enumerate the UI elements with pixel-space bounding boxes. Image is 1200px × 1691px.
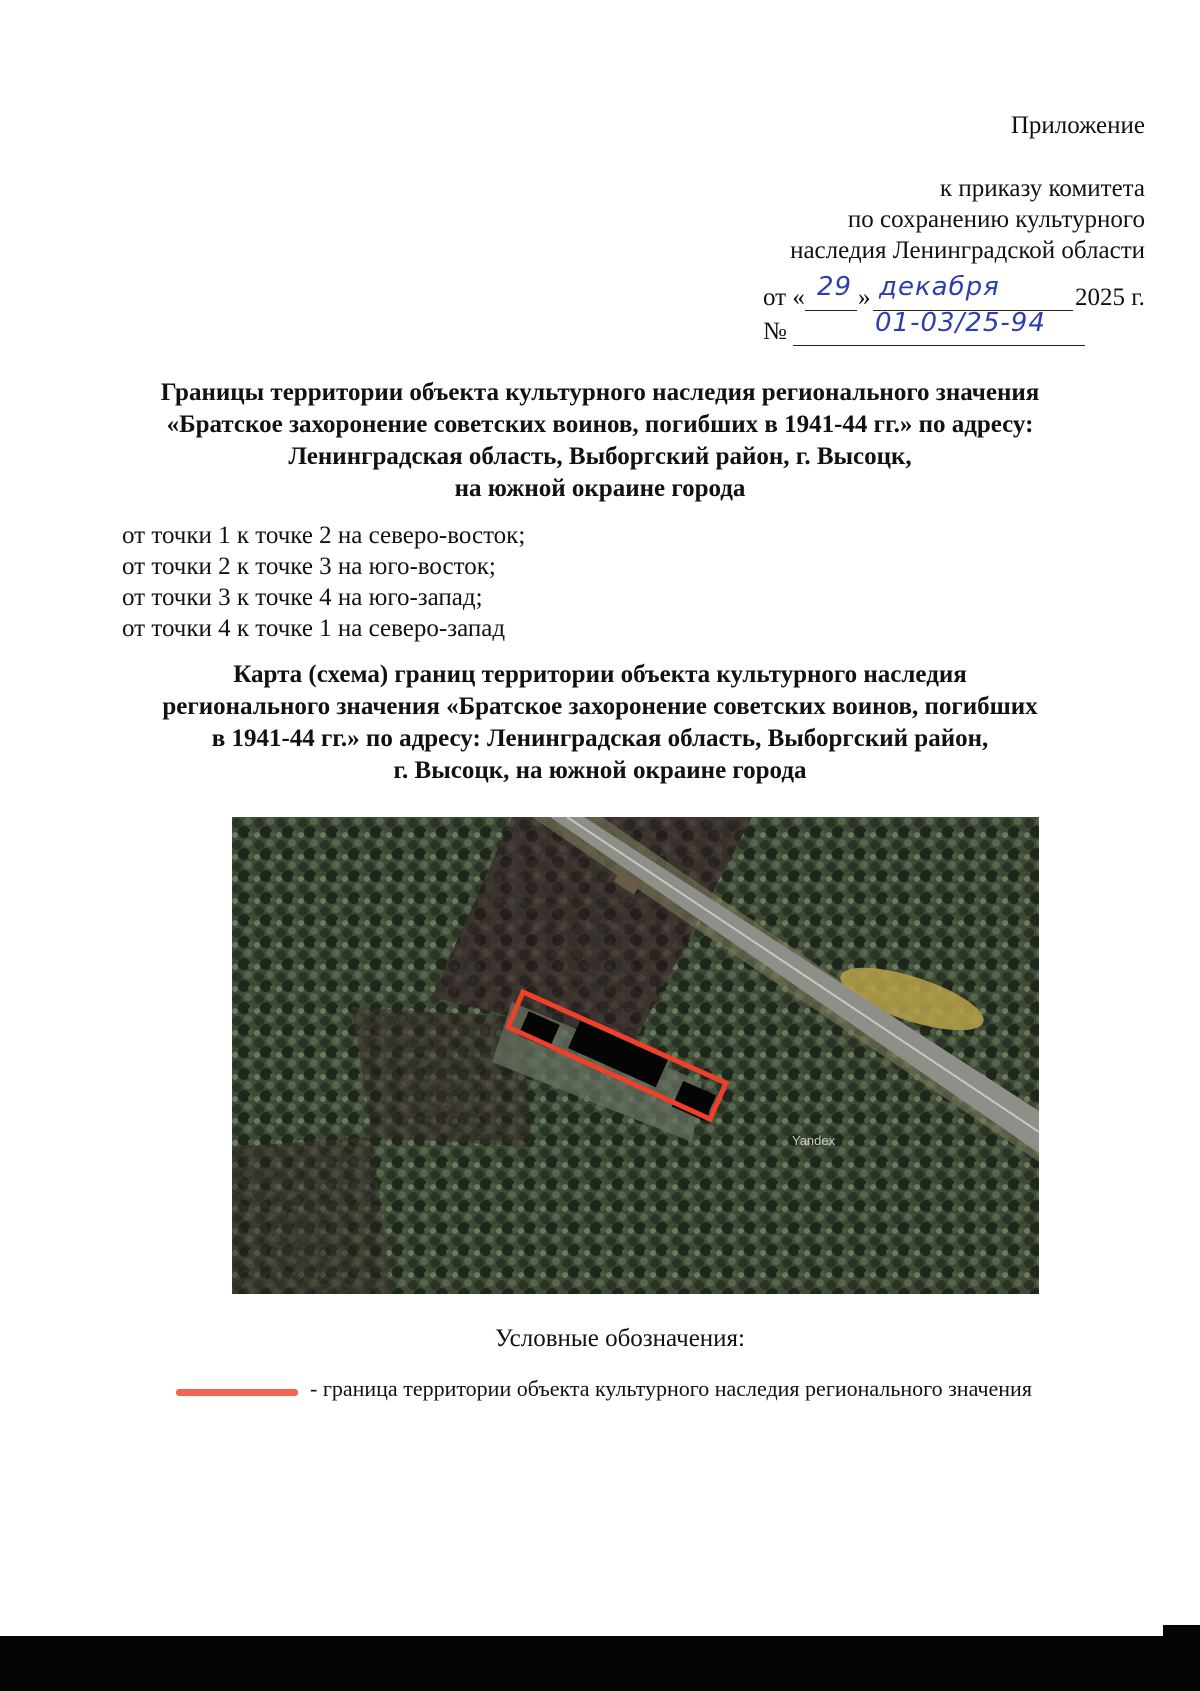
map-heading-line-2: регионального значения «Братское захоронение советских воинов, погибших [162,693,1038,720]
legend-boundary-line [176,1389,298,1396]
number-handwritten: 01-03/25-94 [875,308,1046,338]
date-day-handwritten: 29 [817,272,853,302]
main-heading-line-3: Ленинградская область, Выборгский район, г. Высоцк, [288,443,912,470]
legend-title: Условные обозначения: [494,1325,746,1352]
date-month-field [873,272,1073,311]
main-heading-line-1: Границы территории объекта культурного наследия регионального значения [160,379,1040,406]
map-heading-line-3: в 1941-44 гг.» по адресу: Ленинградская область, Выборгский район, [211,725,989,752]
number-field [793,308,1085,346]
main-heading [100,377,1100,505]
number-prefix: № [763,318,787,345]
date-day-field [805,272,857,311]
number-line [763,308,1093,350]
main-heading-line-2: «Братское захоронение советских воинов, погибших в 1941-44 гг.» по адресу: [166,411,1034,438]
appendix-title: Приложение [1010,112,1145,139]
satellite-map [232,817,1039,1294]
route-item: от точки 3 к точке 4 на юго-запад; [122,584,483,611]
date-year: 2025 г. [1075,284,1145,311]
satellite-map-image [232,817,1039,1294]
scan-border-edge [0,1614,1163,1636]
route-list [122,520,822,644]
route-item: от точки 2 к точке 3 на юго-восток; [122,553,496,580]
appendix-line-2: по сохранению культурного [847,206,1145,233]
map-heading-line-1: Карта (схема) границ территории объекта культурного наследия [233,661,967,688]
main-heading-line-4: на южной окраине города [454,475,746,502]
map-heading-line-4: г. Высоцк, на южной окраине города [393,757,807,784]
map-watermark: Yandex [792,1133,836,1148]
map-heading [100,659,1100,787]
appendix-line-1: к приказу комитета [939,175,1145,202]
route-item: от точки 4 к точке 1 на северо-запад [122,615,506,642]
date-month-handwritten: декабря [879,272,1000,302]
appendix-line-3: наследия Ленинградской области [790,237,1145,264]
route-item: от точки 1 к точке 2 на северо-восток; [122,522,526,549]
date-prefix: от « [763,284,805,311]
date-mid: » [858,284,871,311]
legend-item-text: - граница территории объекта культурного наследия регионального значения [310,1376,1032,1401]
dark-forest-area [232,1137,392,1294]
